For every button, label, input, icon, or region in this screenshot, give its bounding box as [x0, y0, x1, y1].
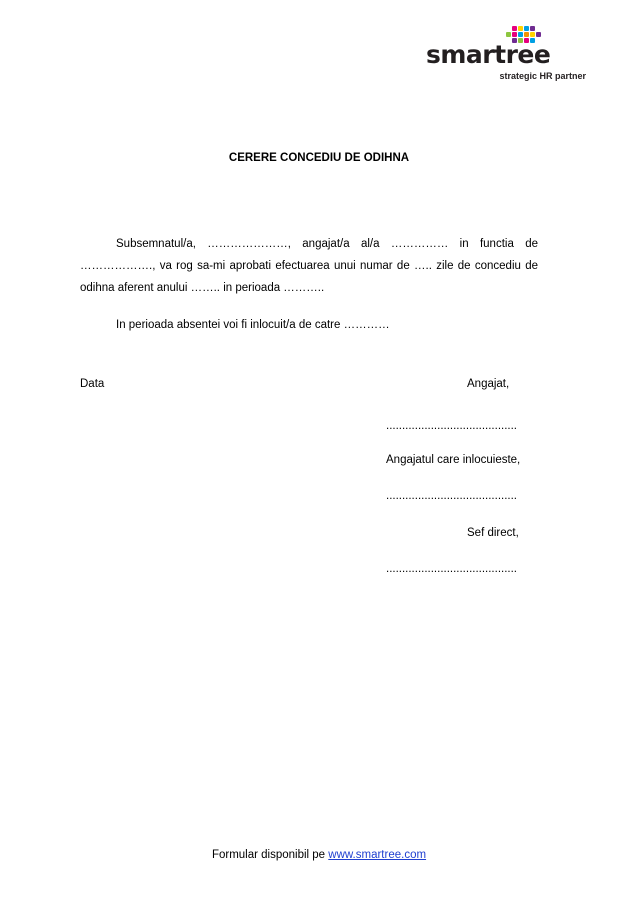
- replacement-label: Angajatul care inlocuieste,: [386, 454, 521, 466]
- manager-label: Sef direct,: [467, 527, 519, 539]
- employee-label: Angajat,: [467, 378, 510, 390]
- document-title: CERERE CONCEDIU DE ODIHNA: [228, 152, 410, 164]
- replacement-paragraph: In perioada absentei voi fi inlocuit/a de catre …………: [116, 319, 390, 331]
- request-paragraph: Subsemnatul/a, …………………, angajat/a al/a …………… in functia de ………………., va rog sa-mi aprobati efectuarea unui numar de ….. zile de concediu de odihna aferent anului …….. in perioada ………..: [80, 238, 538, 294]
- replacement-signature-line: .........................................: [386, 490, 517, 502]
- employee-signature-line: .........................................: [386, 420, 517, 432]
- website-link[interactable]: www.smartree.com: [328, 849, 427, 861]
- manager-signature-line: .........................................: [386, 563, 517, 575]
- smartree-logo: [426, 26, 586, 82]
- footer: [0, 849, 638, 861]
- date-label: Data: [80, 378, 105, 390]
- logo-tagline: strategic HR partner: [499, 71, 586, 81]
- footer-text: Formular disponibil pe: [211, 849, 326, 861]
- logo-wordmark: smartree: [426, 40, 551, 69]
